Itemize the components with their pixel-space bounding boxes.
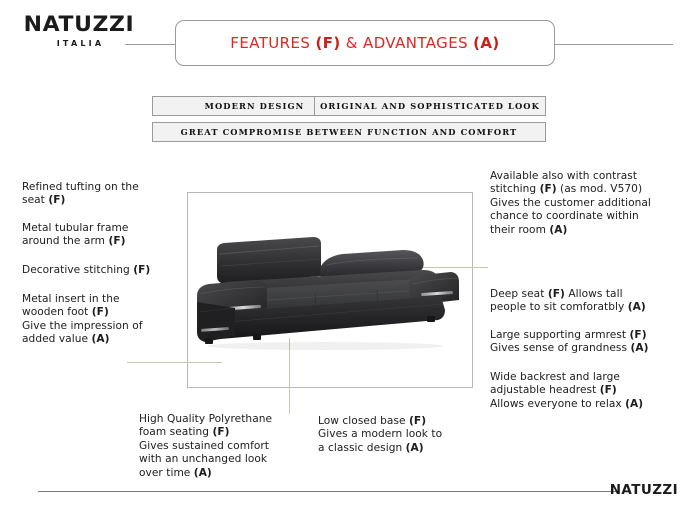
leader-line-metal-insert: [127, 362, 222, 363]
title-f-tag: (F): [315, 34, 341, 52]
sofa-product-image: [195, 232, 460, 352]
title-banner: [175, 20, 555, 66]
natuzzi-logo: [24, 14, 134, 48]
page-title: [230, 34, 499, 52]
annotation-deep-seat: Deep seat (F) Allows tall people to sit comforatbly (A): [490, 288, 646, 314]
annotation-metal-tubular-frame: Metal tubular frame around the arm (F): [22, 222, 129, 248]
annotation-refined-tufting: Refined tufting on the seat (F): [22, 181, 139, 207]
title-a-tag: (A): [473, 34, 500, 52]
footer-logo: NATUZZI: [609, 482, 678, 498]
logo-wordmark: NATUZZI: [23, 12, 135, 37]
subtitle-box-modern-design: MODERN DESIGN: [152, 96, 357, 116]
header-line-right: [553, 44, 673, 45]
annotation-wide-backrest: Wide backrest and large adjustable headrest (F) Allows everyone to relax (A): [490, 371, 644, 410]
header-line-left: [125, 44, 177, 45]
annotation-large-armrest: Large supporting armrest (F) Gives sense of grandness (A): [490, 329, 649, 355]
annotation-decorative-stitching: Decorative stitching (F): [22, 264, 151, 276]
logo-subtitle: ITALIA: [56, 38, 105, 48]
annotation-metal-insert: Metal insert in the wooden foot (F) Give the impression of added value (A): [22, 293, 143, 346]
subtitle-box-original-look: ORIGINAL AND SOPHISTICATED LOOK: [314, 96, 546, 116]
annotation-low-closed-base: Low closed base (F) Gives a modern look to a classic design (A): [318, 415, 443, 454]
subtitle-box-great-compromise: GREAT COMPROMISE BETWEEN FUNCTION AND COMFORT: [152, 122, 546, 142]
title-middle: & ADVANTAGES: [340, 34, 474, 52]
title-prefix: FEATURES: [230, 34, 316, 52]
footer-divider: [38, 491, 618, 492]
annotation-polyurethane-foam: High Quality Polyrethane foam seating (F) Gives sustained comfort with an unchanged look over time (A): [139, 413, 273, 479]
annotation-contrast-stitching: Available also with contrast stitching (F) (as mod. V570) Gives the customer additional chance to coordinate within their room (A): [490, 170, 651, 236]
